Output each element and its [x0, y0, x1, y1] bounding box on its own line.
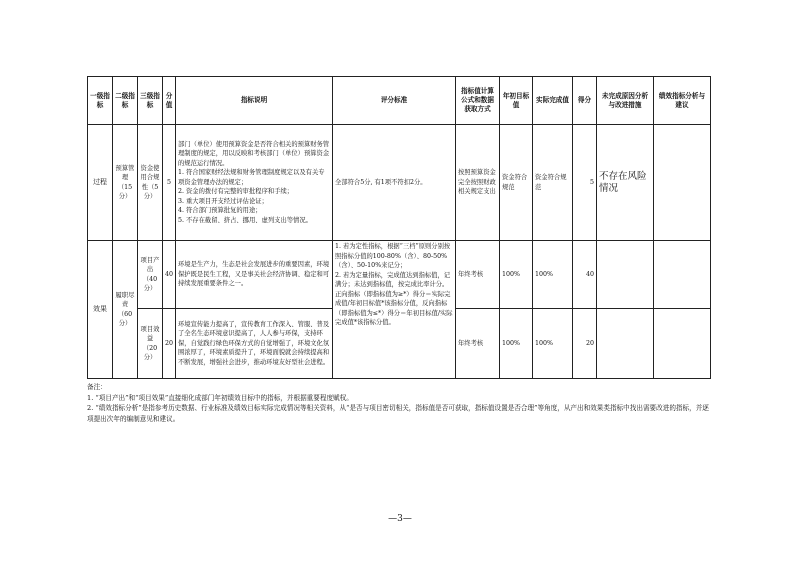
target-cell: 100% — [500, 241, 533, 309]
reason-cell — [597, 309, 654, 379]
description-cell: 部门（单位）使用预算资金是否符合相关的预算财务管理制度的规定，用以反映和考核部门（单位）预算资金的规范运行情况。 1. 符合国家财经法规和财务管理制度规定以及有关专项资金管理办法的规定； 2. 资金的拨付有完整的审批程序和手续； 3. 重大项目开支经过评估论证； 4. 符合部门预算批复的用途； 5. 不存在截留、挤占、挪用、虚列支出等情况。 — [176, 125, 333, 241]
notes-title: 备注： — [87, 383, 107, 391]
note-item: 1. “项目产出”和“项目效果”直接细化成部门年初绩效目标中的指标，并根据重要程度赋权。 — [87, 393, 353, 402]
actual-cell: 100% — [533, 309, 573, 379]
header-cell: 一级指标 — [88, 77, 113, 125]
description-cell: 环境宣传能力提高了，宣传教育工作深入、管服、普及了全名生态环境意识提高了，人人参与环保，支持环保，自觉践行绿色环保方式的自觉增强了，环境文化氛围浓厚了，环境素质提升了，环境面貌就会持续提高和不断发展，增强社会进步，推动环境友好型社会进程。 — [176, 309, 333, 379]
criteria-cell: 全部符合5分, 有1项不符扣2分。 — [333, 125, 456, 241]
actual-cell: 100% — [533, 241, 573, 309]
page-number: —3— — [388, 514, 412, 524]
level3-cell: 资金使用合规性（5分） — [138, 125, 163, 241]
header-cell: 分值 — [163, 77, 176, 125]
target-cell: 资金符合规范 — [500, 125, 533, 241]
score-value-cell: 20 — [163, 309, 176, 379]
target-cell: 100% — [500, 309, 533, 379]
note-item: 2. “绩效指标分析”是指参考历史数据、行业标准及绩效目标实际完成情况等相关资料，从“是否与项目密切相关，指标值是否可获取，指标值设置是否合理”等角度，从产出和效果类指标中找出需要改进的指标，并逐项提出次年的编制意见和建议。 — [87, 404, 709, 423]
reason-cell — [597, 241, 654, 309]
header-cell: 实际完成值 — [533, 77, 573, 125]
formula-cell: 按照预算资金完全按照财政相关规定支出 — [456, 125, 500, 241]
formula-cell: 年终考核 — [456, 241, 500, 309]
advice-cell — [654, 125, 711, 241]
header-cell: 年初目标值 — [500, 77, 533, 125]
header-row — [88, 77, 711, 125]
header-cell: 二级指标 — [113, 77, 138, 125]
advice-cell — [654, 241, 711, 309]
header-cell: 指标说明 — [176, 77, 333, 125]
score-cell: 40 — [573, 241, 597, 309]
level2-cell: 履职尽责（60分） — [113, 241, 138, 379]
table-row-output — [88, 241, 711, 309]
formula-cell: 年终考核 — [456, 309, 500, 379]
header-cell: 绩效指标分析与建议 — [654, 77, 711, 125]
description-cell: 环境是生产力，生态是社会发展进步的重要因素，环境保护既是民生工程，又是事关社会经济协调、稳定和可持续发展重要条件之一。 — [176, 241, 333, 309]
criteria-cell: 1. 若为定性指标，根据“三档”原则分别按照指标分值的100-80%（含）、80-50%（含）、50-10%来记分； 2. 若为定量指标，完成值达到指标值，记满分；未达到指标值，按完成比率计分。正向指标（即指标值为≥*）得分＝实际完成值/年初目标值*该指标分值，反向指标（即指标值为≤*）得分＝年初目标值/实际完成值*该指标分值。 — [333, 241, 456, 379]
level1-cell: 过程 — [88, 125, 113, 241]
header-cell: 未完成原因分析与改进措施 — [597, 77, 654, 125]
reason-cell: 不存在风险情况 — [597, 125, 654, 241]
level2-cell: 预算管理（15分） — [113, 125, 138, 241]
advice-cell — [654, 309, 711, 379]
score-value-cell: 40 — [163, 241, 176, 309]
table-row-process — [88, 125, 711, 241]
level3-cell: 项目效益（20分） — [138, 309, 163, 379]
actual-cell: 资金符合规范 — [533, 125, 573, 241]
header-cell: 评分标准 — [333, 77, 456, 125]
header-cell: 三级指标 — [138, 77, 163, 125]
score-cell: 5 — [573, 125, 597, 241]
score-value-cell: 5 — [163, 125, 176, 241]
header-cell: 指标值计算公式和数据获取方式 — [456, 77, 500, 125]
notes-section — [87, 382, 712, 424]
score-cell: 20 — [573, 309, 597, 379]
header-cell: 得分 — [573, 77, 597, 125]
level3-cell: 项目产出（40分） — [138, 241, 163, 309]
level1-cell: 效果 — [88, 241, 113, 379]
performance-indicator-table — [87, 76, 711, 379]
